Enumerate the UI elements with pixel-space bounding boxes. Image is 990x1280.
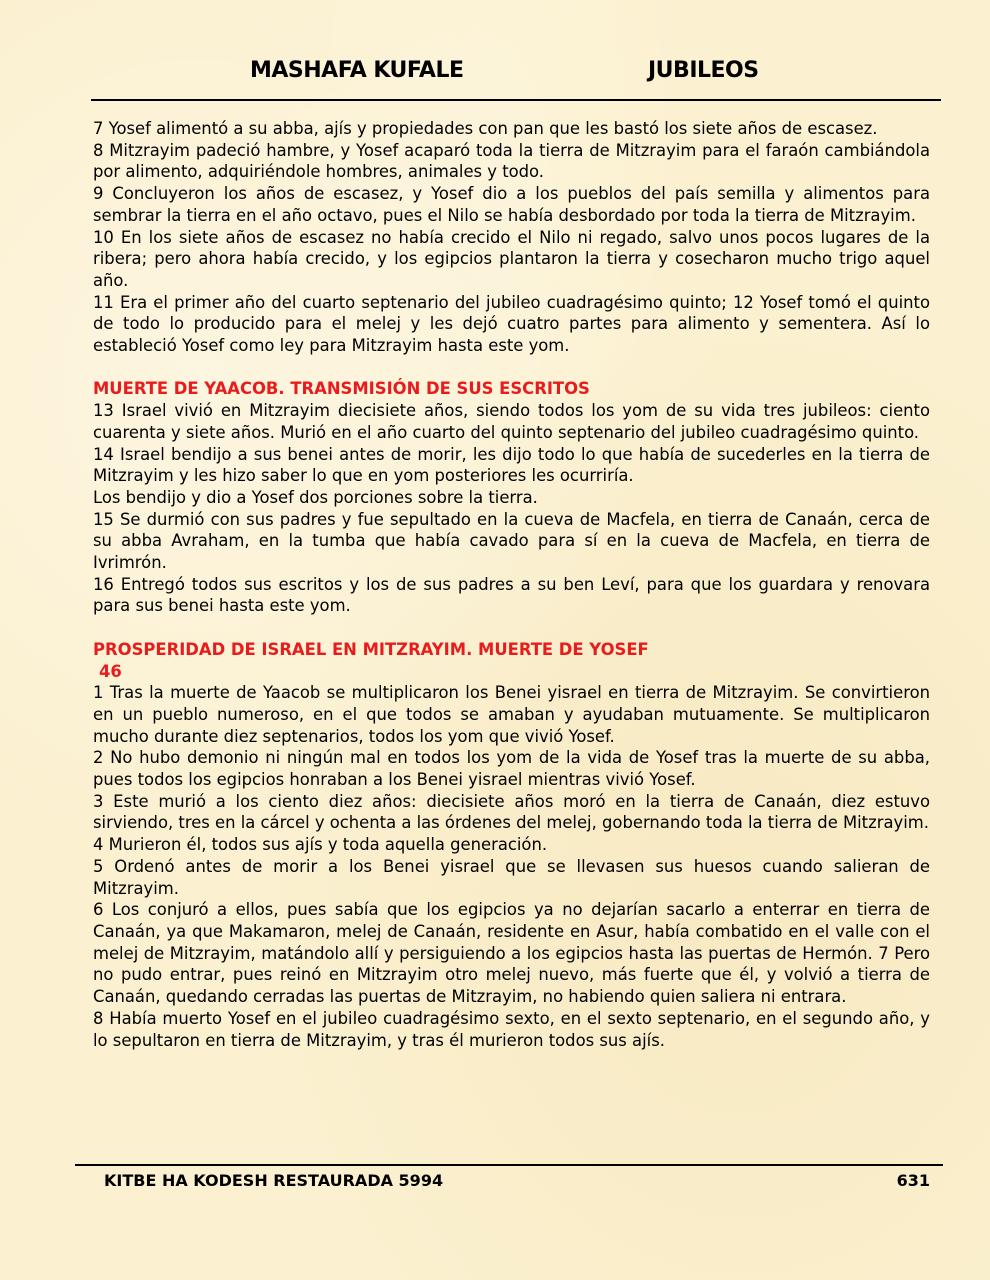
verse-paragraph: 8 Mitzrayim padeció hambre, y Yosef acaparó toda la tierra de Mitzrayim para el faraón cambiándola por alimento, adquiriéndole hombres, animales y todo.: [93, 140, 930, 182]
paragraph-spacer: [93, 357, 930, 379]
verse-paragraph: 4 Murieron él, todos sus ajís y toda aquella generación.: [93, 835, 548, 855]
section-heading: MUERTE DE YAACOB. TRANSMISIÓN DE SUS ESCRITOS: [93, 379, 590, 399]
verse-paragraph: 8 Había muerto Yosef en el jubileo cuadragésimo sexto, en el sexto septenario, en el segundo año, y lo sepultaron en tierra de Mitzrayim, y tras él murieron todos sus ajís.: [93, 1008, 930, 1050]
verse-paragraph: 6 Los conjuró a ellos, pues sabía que los egipcios ya no dejarían sacarlo a enterrar en tierra de Canaán, ya que Makamaron, melej de Canaán, residente en Asur, había combatido en el valle con el melej de Mitzrayim, matándolo allí y persiguiendo a los egipcios hasta las puertas de Hermón. 7 Pero no pudo entrar, pues reinó en Mitzrayim otro melej nuevo, más fuerte que él, y volvió a tierra de Canaán, quedando cerradas las puertas de Mitzrayim, no habiendo quien saliera ni entrara.: [93, 900, 930, 1007]
book-title: MASHAFA KUFALE: [250, 58, 464, 83]
verse-paragraph: 13 Israel vivió en Mitzrayim diecisiete años, siendo todos los yom de su vida tres jubileos: ciento cuarenta y siete años. Murió en el año cuarto del quinto septenario del jubileo cuadragésimo quinto.: [93, 401, 930, 442]
verse-paragraph: 15 Se durmió con sus padres y fue sepultado en la cueva de Macfela, en tierra de Canaán, cerca de su abba Avraham, en la tumba que había cavado para sí en la cueva de Macfela, en tierra de Ivrimrón.: [93, 509, 930, 573]
section-heading: PROSPERIDAD DE ISRAEL EN MITZRAYIM. MUERTE DE YOSEF: [93, 639, 649, 659]
header-divider: [91, 99, 941, 101]
chapter-number: 46: [99, 661, 122, 681]
verse-paragraph: 14 Israel bendijo a sus benei antes de morir, les dijo todo lo que había de sucederles en la tierra de Mitzrayim y les hizo saber lo que en yom posteriores les ocurriría.: [93, 444, 930, 486]
verse-paragraph: 3 Este murió a los ciento diez años: diecisiete años moró en la tierra de Canaán, diez estuvo sirviendo, tres en la cárcel y ochenta a las órdenes del melej, gobernando toda la tierra de Mitzrayim.: [93, 791, 930, 833]
book-title-spanish: JUBILEOS: [648, 58, 759, 83]
page-header: [0, 58, 990, 92]
verse-paragraph: 11 Era el primer año del cuarto septenario del jubileo cuadragésimo quinto; 12 Yosef tomó el quinto de todo lo producido para el melej y les dejó cuatro partes para alimento y sementera. Así lo estableció Yosef como ley para Mitzrayim hasta este yom.: [93, 292, 930, 356]
verse-paragraph: Los bendijo y dio a Yosef dos porciones sobre la tierra.: [93, 487, 538, 507]
page-number: 631: [896, 1171, 930, 1190]
paragraph-spacer: [93, 617, 930, 639]
page-body: [93, 118, 930, 1051]
verse-paragraph: 10 En los siete años de escasez no había crecido el Nilo ni regado, salvo unos pocos lugares de la ribera; pero ahora había crecido, y los egipcios plantaron la tierra y cosecharon mucho trigo aquel año.: [93, 227, 930, 290]
verse-paragraph: 2 No hubo demonio ni ningún mal en todos los yom de la vida de Yosef tras la muerte de su abba, pues todos los egipcios honraban a los Benei yisrael mientras vivió Yosef.: [93, 748, 930, 790]
verse-paragraph: 9 Concluyeron los años de escasez, y Yosef dio a los pueblos del país semilla y alimentos para sembrar la tierra en el año octavo, pues el Nilo se había desbordado por toda la tierra de Mitzrayim.: [93, 184, 930, 225]
footer-divider: [75, 1164, 943, 1166]
verse-paragraph: 7 Yosef alimentó a su abba, ajís y propiedades con pan que les bastó los siete años de escasez.: [93, 119, 878, 138]
verse-paragraph: 16 Entregó todos sus escritos y los de sus padres a su ben Leví, para que los guardara y renovara para sus benei hasta este yom.: [93, 574, 930, 616]
footer-edition-label: KITBE HA KODESH RESTAURADA 5994: [104, 1171, 444, 1190]
page-footer: [0, 1171, 990, 1195]
verse-paragraph: 1 Tras la muerte de Yaacob se multiplicaron los Benei yisrael en tierra de Mitzrayim. Se convirtieron en un pueblo numeroso, en el que todos se amaban y ayudaban mutuamente. Se multiplicaron mucho durante diez septenarios, todos los yom que vivió Yosef.: [93, 683, 930, 746]
verse-paragraph: 5 Ordenó antes de morir a los Benei yisrael que se llevasen sus huesos cuando salieran de Mitzrayim.: [93, 856, 930, 898]
